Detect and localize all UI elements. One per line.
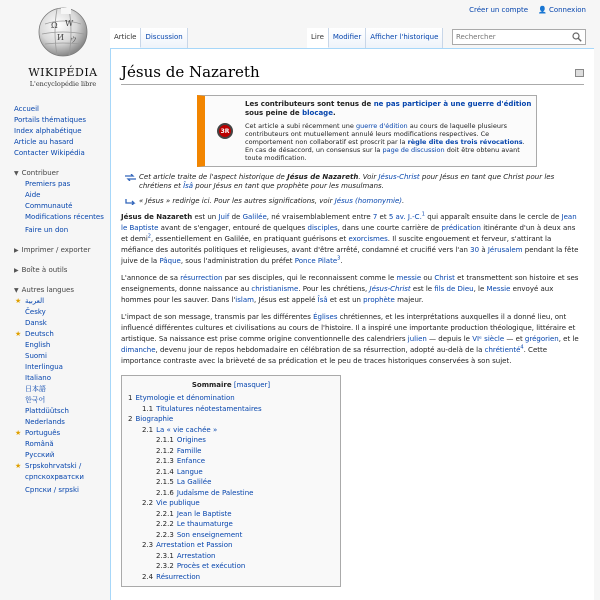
toc-item[interactable] [128, 477, 334, 488]
toc-item-label: Judaïsme de Palestine [176, 488, 254, 497]
svg-text:ウ: ウ [70, 36, 77, 44]
toc-toggle[interactable]: [masquer] [233, 381, 271, 389]
toc-item-number: 2.1.2 [156, 446, 174, 455]
link-juif[interactable]: Juif [218, 213, 230, 221]
toc-list [128, 393, 334, 582]
homonymie-link[interactable]: Jésus (homonymie) [334, 197, 402, 205]
logo-wordmark: WIKIPÉDIA [28, 66, 98, 79]
toc-item-label: Résurrection [156, 572, 201, 581]
toc-item-number: 2.3.2 [156, 562, 174, 570]
toc-item-label: Procès et exécution [176, 562, 246, 570]
toc-item-number: 2.3.1 [156, 551, 174, 560]
toc-item-number: 2.1.6 [156, 488, 174, 497]
toc-item[interactable] [128, 572, 334, 583]
toc-item-label: Vie publique [156, 499, 200, 507]
language-link[interactable]: Česky [25, 308, 46, 316]
toc-item-number: 2.1.1 [156, 436, 174, 444]
redirect-arrow-icon [125, 198, 136, 205]
toc-item-label: Arrestation et Passion [156, 541, 233, 549]
toc-item-label: La Galilée [176, 478, 212, 486]
hatnote-disambiguation: Cet article traite de l'aspect historique de Jésus de Nazareth. Voir Jésus-Christ pour Jésus en tant que Christ pour les chrétiens et Îsâ pour Jésus en tant que prophète pour les musulmans. [121, 173, 584, 191]
tab-read[interactable]: Lire [307, 28, 329, 48]
link-paque[interactable]: Pâque [159, 257, 181, 265]
link-christ[interactable]: Christ [434, 274, 455, 282]
hatnote-redirect: « Jésus » redirige ici. Pour les autres significations, voir Jésus (homonymie). [121, 197, 584, 206]
toc-item-number: 2.3 [142, 541, 154, 549]
link-messie[interactable]: messie [396, 274, 422, 282]
portal-tools-toggle[interactable]: ▶ Boîte à outils [14, 266, 68, 274]
link-dimanche[interactable]: dimanche [121, 346, 156, 354]
sidebar-item-don[interactable]: Faire un don [25, 226, 69, 234]
protection-icon [575, 69, 584, 77]
link-eglises[interactable]: Églises [313, 313, 338, 321]
notice-body: Cet article a subi récemment une guerre d'édition au cours de laquelle plusieurs contributeurs ont mutuellement annulé leurs modifications respectives. Ce comportement non collaboratif est proscrit par la règle dite des trois révocations. En cas de désaccord, un consensus sur la page de discussion doit être obtenu avant toute modification. [245, 122, 525, 162]
toc-item-number: 1 [128, 394, 133, 402]
toc-item[interactable] [128, 551, 334, 562]
link-jerusalem[interactable]: Jérusalem [487, 246, 523, 254]
language-link[interactable]: 日本語 [25, 385, 46, 393]
language-link[interactable]: Nederlands [25, 418, 65, 426]
toc-item[interactable] [128, 435, 334, 446]
link-julien[interactable]: julien [407, 335, 427, 343]
toc-header: Sommaire [masquer] [191, 381, 271, 389]
link-chretiente[interactable]: chrétienté [484, 346, 521, 354]
block-link[interactable]: blocage [302, 109, 333, 117]
link-exorcismes[interactable]: exorcismes [348, 235, 388, 243]
edit-war-notice [197, 95, 537, 167]
language-link[interactable]: Interlingua [25, 363, 63, 371]
toc-item[interactable] [128, 530, 334, 541]
toc-item[interactable] [128, 467, 334, 478]
language-link[interactable]: Italiano [25, 374, 51, 382]
portal-tools [14, 265, 106, 276]
toc-item[interactable] [128, 393, 334, 404]
puzzle-globe-icon [37, 6, 89, 58]
toc-item[interactable] [128, 425, 334, 436]
sidebar-item-aide[interactable]: Aide [25, 191, 41, 199]
sidebar-item-accueil[interactable]: Accueil [14, 105, 39, 113]
article-content [110, 48, 594, 600]
user-icon: 👤 [538, 6, 549, 14]
toc-item-label: Langue [176, 467, 203, 476]
ref-4[interactable]: 4 [520, 344, 524, 351]
toc-item-number: 2.2 [142, 499, 154, 507]
link-galilee[interactable]: Galilée [242, 213, 267, 221]
sidebar-item-recent-changes[interactable]: Modifications récentes [25, 213, 104, 221]
sidebar-item-index[interactable]: Index alphabétique [14, 127, 82, 135]
toc-item-label: Biographie [135, 415, 174, 423]
ref-2[interactable]: 2 [147, 233, 151, 240]
toc-item-number: 1.1 [142, 404, 154, 413]
toc-item-number: 2.1.3 [156, 457, 174, 465]
link-7[interactable]: 7 [372, 213, 378, 221]
toc-item-label: Titulatures néotestamentaires [156, 404, 262, 413]
search-input[interactable] [453, 30, 571, 44]
language-list [14, 296, 106, 496]
toc-item-number: 2.1.4 [156, 467, 174, 476]
sidebar-item-premiers-pas[interactable]: Premiers pas [25, 180, 71, 188]
link-disciples[interactable]: disciples [307, 224, 338, 232]
intro-paragraph-3: L'impact de son message, transmis par les différentes Églises chrétiennes, et les interprétations auxquelles il a donné lieu, ont influencé différentes cultures et civilisations au cours de l'histoire. Il a inspiré une importante production théologique, littéraire et artistique. Sa naissance est prise comme origine conventionnelle des calendriers julien — depuis le VIᵉ siècle — et grégorien, et le dimanche, devenu jour de repos hebdomadaire en célébration de sa résurrection, adopté au-delà de la chrétienté$^4$. Cette importance contraste avec la brièveté de sa prédication et le peu de traces historiques conservées à son sujet. [121, 313, 579, 365]
link-messie-2[interactable]: Messie [486, 285, 511, 293]
view-tabs [307, 28, 443, 48]
page-title: Jésus de Nazareth [121, 63, 584, 85]
link-islam[interactable]: islam [235, 296, 254, 304]
toc-item-number: 2 [128, 415, 133, 423]
toc-item[interactable] [128, 561, 334, 572]
svg-text:Ω: Ω [51, 21, 58, 30]
toc-item[interactable] [128, 540, 334, 551]
three-revert-rule-icon: 3R [217, 123, 233, 139]
portal-languages [14, 285, 106, 496]
link-jean-baptiste[interactable]: Jean le Baptiste [121, 213, 577, 232]
svg-text:W: W [65, 19, 74, 28]
tab-article[interactable]: Article [110, 28, 141, 48]
language-link[interactable]: ★ Português [25, 428, 106, 439]
tab-discussion[interactable]: Discussion [141, 28, 187, 48]
language-link[interactable]: ★ العربية [25, 296, 106, 307]
search-icon[interactable] [572, 32, 582, 42]
create-account-link[interactable]: Créer un compte [469, 6, 528, 14]
triangle-down-icon: ▼ [14, 170, 19, 177]
table-of-contents [121, 375, 341, 587]
edit-war-link[interactable]: ne pas participer à une guerre d'édition [373, 100, 532, 108]
language-link[interactable]: ★ Srpskohrvatski / српскохрватски [25, 461, 106, 483]
jesus-christ-link[interactable]: Jésus-Christ [378, 173, 420, 181]
notice-heading: Les contributeurs sont tenus de ne pas participer à une guerre d'édition sous peine de blocage. [245, 100, 532, 117]
tab-history[interactable]: Afficher l'historique [366, 28, 443, 48]
link-christianisme[interactable]: christianisme [251, 285, 299, 293]
triangle-right-icon: ▶ [14, 247, 19, 254]
toc-item-number: 2.2.1 [156, 509, 174, 518]
sidebar-item-communaute[interactable]: Communauté [25, 202, 73, 210]
toc-item-label: Enfance [176, 457, 206, 465]
toc-item[interactable] [128, 414, 334, 425]
toc-item-label: Origines [176, 436, 206, 444]
toc-item[interactable] [128, 519, 334, 530]
toc-item-label: Etymologie et dénomination [135, 394, 235, 402]
portal-contribute-toggle[interactable]: ▼ Contribuer [14, 169, 59, 177]
toc-item[interactable] [128, 456, 334, 467]
talk-page-link[interactable]: page de discussion [382, 146, 445, 154]
arrows-icon [125, 174, 136, 181]
language-link[interactable]: Русский [25, 451, 55, 459]
toc-item-label: Famille [176, 446, 202, 455]
language-link[interactable]: Suomi [25, 352, 47, 360]
login-link[interactable]: 👤 Connexion [538, 6, 586, 14]
toc-item[interactable] [128, 404, 334, 415]
toc-item-number: 2.2.2 [156, 520, 174, 528]
portal-print [14, 245, 106, 256]
toc-item-number: 2.2.3 [156, 530, 174, 539]
toc-item-label: Le thaumaturge [176, 520, 233, 528]
portal-contribute [14, 168, 106, 236]
language-link[interactable]: 한국어 [25, 396, 46, 404]
intro-paragraph-2: L'annonce de sa résurrection par ses disciples, qui le reconnaissent comme le messie ou Christ et transmettent son histoire et ses enseignements, donne naissance au christianisme. Pour les chrétiens, Jésus-Christ est le fils de Dieu, le Messie envoyé aux hommes pour les sauver. Dans l'islam, Jésus est appelé Îsâ et est un prophète majeur. [121, 274, 579, 304]
link-jesus-christ[interactable]: Jésus-Christ [369, 285, 411, 293]
portal-languages-toggle[interactable]: ▼ Autres langues [14, 286, 75, 294]
language-link[interactable]: English [25, 341, 51, 349]
svg-text:И: И [57, 33, 64, 42]
portal-print-toggle[interactable]: ▶ Imprimer / exporter [14, 246, 91, 254]
toc-item-label: La « vie cachée » [156, 425, 218, 434]
toc-item-label: Jean le Baptiste [176, 509, 232, 518]
sidebar [14, 104, 106, 496]
link-5-av-jc[interactable]: 5 av. J.-C. [388, 213, 422, 221]
namespace-tabs [110, 28, 188, 48]
toc-item[interactable] [128, 488, 334, 499]
toc-item-label: Arrestation [176, 551, 216, 560]
link-predication[interactable]: prédication [441, 224, 481, 232]
link-fils-de-dieu[interactable]: fils de Dieu [434, 285, 474, 293]
toc-item-label: Son enseignement [176, 530, 243, 539]
ref-3[interactable]: 3 [337, 255, 341, 262]
triangle-right-icon: ▶ [14, 267, 19, 274]
wikipedia-logo[interactable] [18, 6, 108, 96]
toc-item-number: 2.1.5 [156, 478, 174, 486]
logo-tagline: L'encyclopédie libre [29, 80, 97, 88]
link-prophete[interactable]: prophète [363, 296, 395, 304]
ref-1[interactable]: 1 [421, 211, 425, 218]
tab-edit[interactable]: Modifier [329, 28, 366, 48]
language-link[interactable]: Dansk [25, 319, 47, 327]
search-box [452, 29, 586, 45]
link-resurrection[interactable]: résurrection [180, 274, 223, 282]
personal-tools [469, 6, 586, 14]
sidebar-item-portails[interactable]: Portails thématiques [14, 116, 87, 124]
toc-item[interactable] [128, 446, 334, 457]
sidebar-item-contact[interactable]: Contacter Wikipédia [14, 149, 85, 157]
language-link[interactable]: Română [25, 440, 54, 448]
intro-paragraph-1: Jésus de Nazareth est un Juif de Galilée, né vraisemblablement entre 7 et 5 av. J.-C.$^1$ qui apparaît ensuite dans le cercle de Jean le Baptiste avant de s'engager, entouré de quelques disciples, dans une courte carrière de prédication itinérante d'un à deux ans et demi$^2$, essentiellement en Galilée, en pratiquant guérisons et exorcismes. Il suscite engouement et ferveur, s'attirant la méfiance des autorités politiques et religieuses, avant d'être arrêté, condamné et crucifié vers l'an 30 à Jérusalem pendant la fête juive de la Pâque, sous l'administration du préfet Ponce Pilate$^3$. [121, 211, 579, 265]
link-vie-siecle[interactable]: VIᵉ siècle [472, 335, 505, 343]
toc-item[interactable] [128, 498, 334, 509]
link-ponce-pilate[interactable]: Ponce Pilate [294, 257, 338, 265]
language-link[interactable]: Српски / srpski [25, 486, 79, 494]
language-link[interactable]: ★ Deutsch [25, 329, 106, 340]
link-30[interactable]: 30 [470, 246, 480, 254]
isa-link[interactable]: Îsâ [183, 182, 194, 190]
language-link[interactable]: Plattdüütsch [25, 407, 69, 415]
sidebar-navigation [14, 104, 106, 159]
link-gregorien[interactable]: grégorien [524, 335, 559, 343]
three-revert-link[interactable]: règle dite des trois révocations [407, 138, 523, 146]
sidebar-item-random[interactable]: Article au hasard [14, 138, 74, 146]
toc-item-number: 2.4 [142, 572, 154, 581]
link-isa[interactable]: Îsâ [317, 296, 328, 304]
guerre-edition-link[interactable]: guerre d'édition [355, 122, 408, 130]
toc-item[interactable] [128, 509, 334, 520]
toc-item-number: 2.1 [142, 425, 154, 434]
triangle-down-icon: ▼ [14, 287, 19, 294]
